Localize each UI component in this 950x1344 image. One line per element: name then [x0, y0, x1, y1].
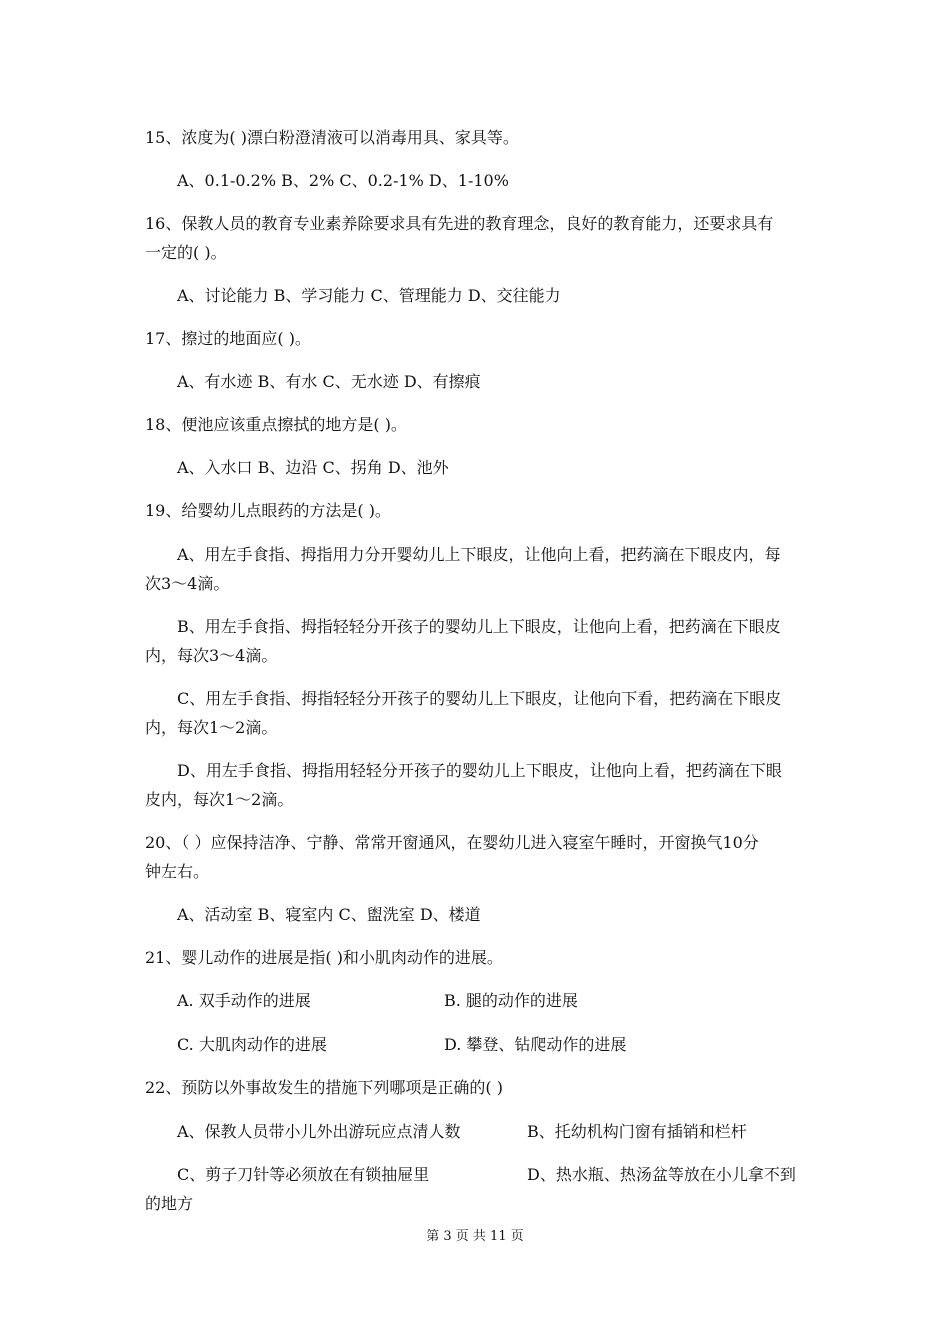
- q16-stem-line1: 16、保教人员的教育专业素养除要求具有先进的教育理念，良好的教育能力，还要求具有: [145, 214, 774, 233]
- q16-options: A、讨论能力 B、学习能力 C、管理能力 D、交往能力: [177, 286, 561, 305]
- q22-option-d-continuation: 的地方: [145, 1194, 194, 1213]
- q20-options: A、活动室 B、寝室内 C、盥洗室 D、楼道: [177, 905, 481, 924]
- q22-option-b: B、托幼机构门窗有插销和栏杆: [527, 1122, 747, 1141]
- q19-option-b-line2: 内，每次3～4滴。: [145, 646, 278, 665]
- q21-option-c: C. 大肌肉动作的进展: [177, 1035, 327, 1054]
- q22-option-a: A、保教人员带小儿外出游玩应点清人数: [177, 1122, 461, 1141]
- q22-option-c: C、剪子刀针等必须放在有锁抽屉里: [177, 1165, 430, 1184]
- q19-option-d-line1: D、用左手食指、拇指用轻轻分开孩子的婴幼儿上下眼皮，让他向上看，把药滴在下眼: [177, 761, 782, 780]
- q19-option-a-line1: A、用左手食指、拇指用力分开婴幼儿上下眼皮，让他向上看，把药滴在下眼皮内，每: [177, 545, 781, 564]
- q21-stem: 21、婴儿动作的进展是指( )和小肌肉动作的进展。: [145, 948, 503, 967]
- q22-option-d: D、热水瓶、热汤盆等放在小儿拿不到: [527, 1165, 796, 1184]
- q21-options-row2: [177, 1035, 817, 1055]
- q17-stem: 17、擦过的地面应( )。: [145, 329, 311, 348]
- q17-options: A、有水迹 B、有水 C、无水迹 D、有擦痕: [177, 372, 481, 391]
- q22-options-row1: [177, 1122, 817, 1142]
- q19-option-c-line2: 内，每次1～2滴。: [145, 718, 278, 737]
- page-footer: 第 3 页 共 11 页: [426, 1229, 524, 1244]
- q18-stem: 18、便池应该重点擦拭的地方是( )。: [145, 415, 407, 434]
- q22-options-row2: [177, 1165, 817, 1185]
- q22-stem: 22、预防以外事故发生的措施下列哪项是正确的( ): [145, 1078, 503, 1097]
- q15-options: A、0.1-0.2% B、2% C、0.2-1% D、1-10%: [177, 171, 509, 190]
- q20-stem-line2: 钟左右。: [145, 862, 210, 881]
- q16-stem-line2: 一定的( )。: [145, 243, 227, 262]
- q21-options-row1: [177, 991, 817, 1011]
- q21-option-d: D. 攀登、钻爬动作的进展: [444, 1035, 627, 1054]
- q19-stem: 19、给婴幼儿点眼药的方法是( )。: [145, 501, 391, 520]
- q21-option-a: A. 双手动作的进展: [177, 991, 311, 1010]
- q19-option-b-line1: B、用左手食指、拇指轻轻分开孩子的婴幼儿上下眼皮，让他向上看，把药滴在下眼皮: [177, 617, 781, 636]
- q19-option-a-line2: 次3～4滴。: [145, 574, 230, 593]
- q18-options: A、入水口 B、边沿 C、拐角 D、池外: [177, 458, 449, 477]
- q20-stem-line1: 20、（ ）应保持洁净、宁静、常常开窗通风，在婴幼儿进入寝室午睡时，开窗换气10分: [145, 833, 759, 852]
- q15-stem: 15、浓度为( )漂白粉澄清液可以消毒用具、家具等。: [145, 128, 519, 147]
- q21-option-b: B. 腿的动作的进展: [444, 991, 578, 1010]
- q19-option-d-line2: 皮内，每次1～2滴。: [145, 790, 294, 809]
- q19-option-c-line1: C、用左手食指、拇指轻轻分开孩子的婴幼儿上下眼皮，让他向下看，把药滴在下眼皮: [177, 689, 782, 708]
